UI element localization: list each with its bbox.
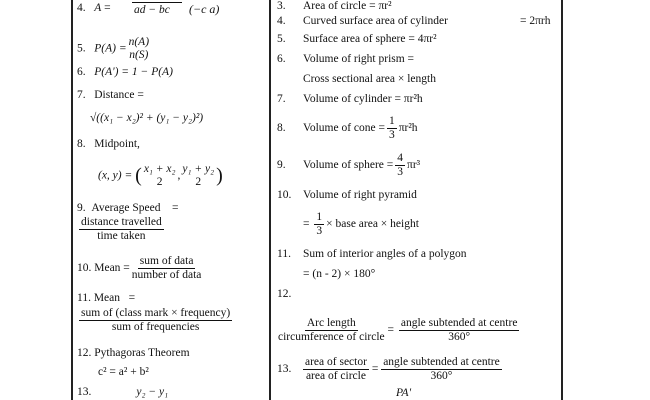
pythagoras-formula: c² = a² + b²	[98, 366, 149, 378]
prism-formula: Cross sectional area × length	[303, 73, 436, 85]
left-item-6: 6. P(A') = 1 − P(A)	[77, 66, 173, 78]
left-item-11-label: 11. Mean =	[77, 292, 136, 304]
mean-grouped-fraction: sum of (class mark × frequency) sum of frequencies	[81, 307, 231, 333]
left-item-12: 12. Pythagoras Theorem	[77, 347, 190, 359]
distance-formula: √((x₁ − x₂)² + (y₁ − y₂)²)	[90, 112, 204, 124]
right-item-8: 8. Volume of cone = $\frac{1}{3}$ πr²h	[277, 115, 418, 141]
polygon-formula: = (n - 2) × 180°	[303, 268, 376, 280]
left-item-13: 13. y₂ − y₁	[77, 386, 169, 398]
right-item-5: 5. Surface area of sphere = 4πr²	[277, 33, 437, 45]
left-item-4: 4. A = ad − bc (−c a)	[77, 2, 220, 16]
column-divider	[269, 0, 271, 400]
average-speed-fraction: distance travelled time taken	[81, 216, 162, 242]
right-item-13: 13. area of sector area of circle = angle subtended at centre 360°	[277, 356, 500, 382]
left-border	[71, 0, 73, 400]
arc-length-formula: Arc length circumference of circle = angle subtended at centre 360°	[278, 317, 518, 343]
right-item-11: 11. Sum of interior angles of a polygon	[277, 248, 467, 260]
pyramid-formula: = $\frac{1}{3}$ × base area × height	[303, 211, 419, 237]
midpoint-formula: (x, y) = ( x₁ + x₂ 2 , y₁ + y₂ 2 )	[98, 163, 223, 188]
right-item-9: 9. Volume of sphere = $\frac{4}{3}$ πr³	[277, 152, 421, 178]
right-item-6: 6. Volume of right prism =	[277, 53, 415, 65]
right-item-10: 10. Volume of right pyramid	[277, 189, 417, 201]
right-item-12: 12.	[277, 288, 292, 300]
right-item-7: 7. Volume of cylinder = πr²h	[277, 93, 423, 105]
left-item-7-label: 7. Distance =	[77, 89, 144, 101]
right-item-14-partial: PA'	[396, 387, 412, 399]
right-item-3: 3. Area of circle = πr²	[277, 0, 392, 12]
left-item-10: 10. Mean = sum of data number of data	[77, 255, 202, 281]
right-border	[561, 0, 563, 400]
right-item-4: 4. Curved surface area of cylinder = 2πrh	[277, 15, 551, 27]
matrix-row: (−c a)	[189, 2, 220, 16]
left-item-8-label: 8. Midpoint,	[77, 138, 140, 150]
left-item-9-label: 9. Average Speed =	[77, 202, 179, 214]
left-item-5: 5. P(A) = n(A) n(S)	[77, 36, 150, 61]
